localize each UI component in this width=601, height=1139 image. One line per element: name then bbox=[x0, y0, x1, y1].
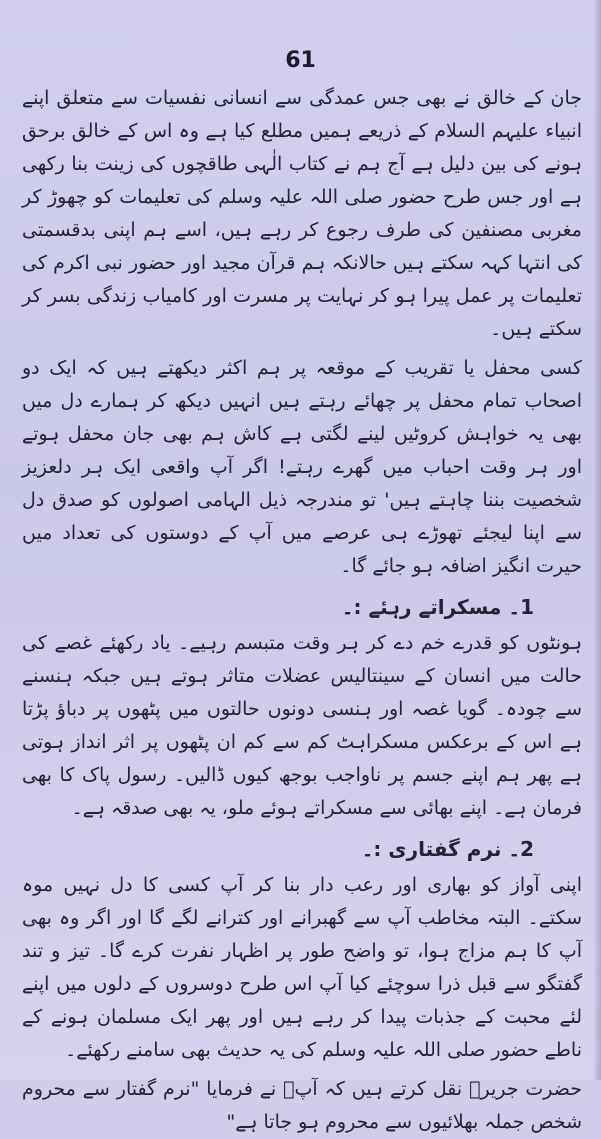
intro-paragraph: جان کے خالق نے بھی جس عمدگی سے انسانی نفسیات سے متعلق اپنے انبیاء علیہم السلام کے ذریعے ہمیں مطلع کیا ہے وہ اس کے خالق برحق ہونے کی بین دلیل ہے آج ہم نے کتاب الٰہی طاقچوں کی زینت بنا رکھی ہے اور جس طرح حضور صلی اللہ علیہ وسلم کی تعلیمات کو چھوڑ کر مغربی مصنفین کی طرف رجوع کر رہے ہیں، اسے ہم اپنی بدقسمتی کی انتہا کہہ سکتے ہیں حالانکہ ہم قرآن مجید اور حضور نبی اکرم کی تعلیمات پر عمل پیرا ہو کر نہایت پر مسرت اور کامیاب زندگی بسر کر سکتے ہیں۔ bbox=[22, 87, 582, 340]
section-heading-soft-speech: 2۔ نرم گفتاری :۔ bbox=[361, 837, 534, 861]
page-body bbox=[22, 82, 582, 1133]
soft-speech-paragraph: اپنی آواز کو بھاری اور رعب دار بنا کر آپ کسی کا دل نہیں موہ سکتے۔ البتہ مخاطب آپ سے گھبرانے اور کترانے لگے گا اور اگر وہ بھی آپ کا ہم مزاج ہوا، تو واضح طور پر اظہار نفرت کرے گا۔ تیز و تند گفتگو سے قبل ذرا سوچئے کیا آپ اس طرح دوسروں کے دلوں میں اپنے لئے محبت کے جذبات پیدا کر رہے ہیں اور پھر ایک مسلمان ہونے کے ناطے حضور صلی اللہ علیہ وسلم کی یہ حدیث بھی سامنے رکھئے۔ bbox=[22, 874, 582, 1061]
page-number: 61 bbox=[285, 48, 316, 73]
page-edge-shadow bbox=[593, 0, 601, 1080]
section-heading-smile: 1۔ مسکراتے رہئے :۔ bbox=[341, 595, 534, 619]
hadith-paragraph: حضرت جریرؓ نقل کرتے ہیں کہ آپؐ نے فرمایا "نرم گفتار سے محروم شخص جملہ بھلائیوں سے محروم ہو جاتا ہے" bbox=[22, 1078, 582, 1133]
gathering-paragraph: کسی محفل یا تقریب کے موقعہ پر ہم اکثر دیکھتے ہیں کہ ایک دو اصحاب تمام محفل پر چھائے رہتے ہیں انہیں دیکھ کر ہمارے دل میں بھی یہ خواہش کروٹیں لینے لگتی ہے کاش ہم بھی جان محفل ہوتے اور ہر وقت احباب میں گھرے رہتے! اگر آپ واقعی ایک ہر دلعزیز شخصیت بننا چاہتے ہیں' تو مندرجہ ذیل الہامی اصولوں کو صدق دل سے اپنا لیجئے تھوڑے ہی عرصے میں آپ کے دوستوں کی تعداد میں حیرت انگیز اضافہ ہو جائے گا۔ bbox=[22, 357, 582, 577]
smile-paragraph: ہونٹوں کو قدرے خم دے کر ہر وقت متبسم رہیے۔ یاد رکھئے غصے کی حالت میں انسان کے سینتالیس عضلات متاثر ہوتے ہیں جبکہ ہنسنے سے چودہ۔ گویا غصہ اور ہنسی دونوں حالتوں میں پٹھوں پر دباؤ پڑتا ہے اس کے برعکس مسکراہٹ کم سے کم ان پٹھوں پر اثر انداز ہوتی ہے پھر ہم اپنے جسم پر ناواجب بوجھ کیوں ڈالیں۔ رسول پاک کا بھی فرمان ہے۔ اپنے بھائی سے مسکراتے ہوئے ملو، یہ بھی صدقہ ہے۔ bbox=[22, 632, 582, 819]
